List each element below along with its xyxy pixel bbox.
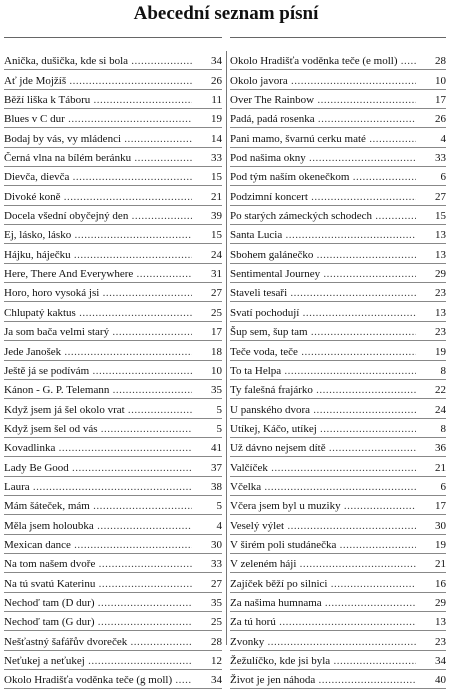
page-number: 17 [435, 500, 446, 513]
index-entry [230, 438, 446, 457]
index-entry [230, 496, 446, 515]
song-title: Hájku, háječku ..... [4, 249, 192, 262]
page-number: 34 [211, 674, 222, 687]
index-entry [230, 322, 446, 341]
page-number: 16 [435, 577, 446, 590]
index-column-right [230, 51, 446, 689]
song-title: Černá vlna na bílém beránku ..... [4, 152, 192, 165]
page-number: 37 [211, 461, 222, 474]
song-title: Laura ..... [4, 481, 192, 494]
song-title: Lady Be Good ..... [4, 462, 192, 475]
song-title: Docela všední obyčejný den ..... [4, 210, 192, 223]
song-title: Ještě já se podívám ..... [4, 365, 192, 378]
page-number: 13 [435, 616, 446, 629]
page-number: 41 [211, 442, 222, 455]
song-title: Za našima humnama ..... [230, 597, 416, 610]
index-entry [230, 283, 446, 302]
song-title: Bodaj by vás, vy mládenci ..... [4, 133, 192, 146]
song-title: Divoké koně ..... [4, 191, 192, 204]
page-number: 23 [435, 635, 446, 648]
page-number: 11 [211, 94, 222, 107]
index-entry [230, 419, 446, 438]
index-entry [4, 573, 222, 592]
page-number: 10 [435, 74, 446, 87]
page-number: 19 [211, 113, 222, 126]
song-title: Okolo Hradišťa voděnka teče (g moll) ..... [4, 674, 192, 687]
page-number: 34 [211, 55, 222, 68]
index-entry [4, 302, 222, 321]
song-title: Když jsem šel od vás ..... [4, 423, 192, 436]
song-title: Na tú svatú Katerinu ..... [4, 578, 192, 591]
index-entry [4, 554, 222, 573]
page-number: 40 [435, 674, 446, 687]
index-entry [4, 631, 222, 650]
page-number: 33 [435, 152, 446, 165]
page-number: 4 [216, 519, 222, 532]
page-number: 33 [211, 152, 222, 165]
index-entry [230, 128, 446, 147]
song-title: Santa Lucia ..... [230, 229, 416, 242]
page-number: 39 [211, 210, 222, 223]
song-title: Když jsem já šel okolo vrat ..... [4, 404, 192, 417]
song-title: Nešťastný šafářův dvoreček ..... [4, 636, 192, 649]
page-number: 27 [211, 577, 222, 590]
song-title: Sentimental Journey ..... [230, 268, 416, 281]
song-title: Měla jsem holoubka ..... [4, 520, 192, 533]
song-title: Okolo Hradišťa voděnka teče (e moll) ..... [230, 55, 416, 68]
song-title: Dievča, dievča ..... [4, 171, 192, 184]
song-title: Nechoď tam (D dur) ..... [4, 597, 192, 610]
song-title: Za tú horú ..... [230, 616, 416, 629]
song-title: Here, There And Everywhere ..... [4, 268, 192, 281]
page-number: 27 [435, 190, 446, 203]
index-entry [4, 322, 222, 341]
index-entry [230, 225, 446, 244]
page-number: 13 [435, 248, 446, 261]
index-entry [230, 186, 446, 205]
song-title: V širém poli studánečka ..... [230, 539, 416, 552]
page-number: 24 [211, 248, 222, 261]
song-title: Over The Rainbow ..... [230, 94, 416, 107]
song-title: Okolo javora ..... [230, 75, 416, 88]
index-entry [230, 361, 446, 380]
song-title: Mám šáteček, mám ..... [4, 500, 192, 513]
page-number: 19 [435, 345, 446, 358]
index-entry [4, 51, 222, 70]
index-entry [230, 554, 446, 573]
page-number: 15 [211, 171, 222, 184]
index-entry [230, 651, 446, 670]
song-title: Horo, horo vysoká jsi ..... [4, 287, 192, 300]
song-title: Pani mamo, švarnú cerku maté ..... [230, 133, 416, 146]
song-title: Veselý výlet ..... [230, 520, 416, 533]
index-entry [4, 593, 222, 612]
song-title: Život je jen náhoda ..... [230, 674, 416, 687]
index-entry [230, 535, 446, 554]
song-title: Svatí pochodují ..... [230, 307, 416, 320]
song-title: To ta Helpa ..... [230, 365, 416, 378]
song-title: U panského dvora ..... [230, 404, 416, 417]
page-number: 35 [211, 596, 222, 609]
song-title: Staveli tesaři ..... [230, 287, 416, 300]
song-title: Zvonky ..... [230, 636, 416, 649]
page-number: 15 [435, 210, 446, 223]
index-entry [230, 244, 446, 263]
index-entry [4, 148, 222, 167]
index-entry [4, 341, 222, 360]
column-divider [226, 51, 227, 645]
song-title: Už dávno nejsem dítě ..... [230, 442, 416, 455]
index-entry [4, 128, 222, 147]
page-number: 12 [211, 655, 222, 667]
song-title: Nechoď tam (G dur) ..... [4, 616, 192, 629]
song-title: Padá, padá rosenka ..... [230, 113, 416, 126]
page-number: 34 [435, 655, 446, 667]
song-title: Včelka ..... [230, 481, 416, 494]
index-entry [230, 593, 446, 612]
song-title: Blues v C dur ..... [4, 113, 192, 126]
page-number: 18 [211, 345, 222, 358]
page-number: 25 [211, 306, 222, 319]
page-number: 21 [435, 461, 446, 474]
page-number: 33 [211, 558, 222, 571]
index-entry [4, 477, 222, 496]
page-number: 38 [211, 480, 222, 493]
song-title: Na tom našem dvoře ..... [4, 558, 192, 571]
song-title: Teče voda, teče ..... [230, 346, 416, 359]
page-number: 31 [211, 268, 222, 281]
page-number: 5 [216, 422, 222, 435]
page-number: 4 [440, 132, 446, 145]
song-title: Utíkej, Káčo, utíkej ..... [230, 423, 416, 436]
song-title: V zeleném háji ..... [230, 558, 416, 571]
page-number: 13 [435, 306, 446, 319]
page-number: 29 [435, 268, 446, 281]
index-entry [230, 477, 446, 496]
index-entry [4, 612, 222, 631]
index-entry [230, 573, 446, 592]
page-number: 26 [435, 113, 446, 126]
index-entry [4, 283, 222, 302]
song-title: Ty falešná frajárko ..... [230, 384, 416, 397]
index-entry [4, 457, 222, 476]
page-number: 36 [435, 442, 446, 455]
page-number: 17 [211, 326, 222, 339]
index-entry [4, 244, 222, 263]
page-number: 8 [440, 364, 446, 377]
page-number: 5 [216, 500, 222, 513]
page-number: 23 [435, 287, 446, 300]
page-number: 5 [216, 403, 222, 416]
index-entry [4, 651, 222, 670]
song-title: Pod našima okny ..... [230, 152, 416, 165]
index-entry [4, 670, 222, 689]
index-entry [230, 206, 446, 225]
page-number: 10 [211, 364, 222, 377]
page-number: 24 [435, 403, 446, 416]
page-number: 21 [435, 558, 446, 571]
page-number: 21 [211, 190, 222, 203]
index-entry [230, 341, 446, 360]
page-number: 13 [435, 229, 446, 242]
index-entry [4, 535, 222, 554]
index-entry [4, 90, 222, 109]
song-title: Kánon - G. P. Telemann ..... [4, 384, 192, 397]
song-title: Šup sem, šup tam ..... [230, 326, 416, 339]
index-entry [230, 90, 446, 109]
page-number: 27 [211, 287, 222, 300]
index-entry [230, 264, 446, 283]
page-number: 28 [435, 55, 446, 68]
index-entry [4, 264, 222, 283]
index-entry [4, 515, 222, 534]
page-number: 15 [211, 229, 222, 242]
song-title: Zajíček běží po silnici ..... [230, 578, 416, 591]
index-entry [4, 167, 222, 186]
index-entry [230, 51, 446, 70]
page-number: 25 [211, 616, 222, 629]
index-entry [4, 438, 222, 457]
song-title: Podzimní koncert ..... [230, 191, 416, 204]
index-entry [4, 399, 222, 418]
index-entry [230, 399, 446, 418]
page-number: 6 [440, 480, 446, 493]
page-number: 29 [435, 596, 446, 609]
index-entry [230, 148, 446, 167]
index-entry [230, 457, 446, 476]
index-entry [4, 206, 222, 225]
song-title: Jede Janošek ..... [4, 346, 192, 359]
song-title: Kovadlinka ..... [4, 442, 192, 455]
index-entry [4, 380, 222, 399]
song-title: Chlupatý kaktus ..... [4, 307, 192, 320]
index-entry [4, 361, 222, 380]
song-title: Včera jsem byl u muziky ..... [230, 500, 416, 513]
index-entry [230, 380, 446, 399]
page-number: 23 [435, 326, 446, 339]
song-title: Neťukej a neťukej ..... [4, 655, 192, 668]
index-entry [230, 167, 446, 186]
page-number: 30 [211, 538, 222, 551]
index-entry [230, 109, 446, 128]
page-number: 22 [435, 384, 446, 397]
page-number: 28 [211, 635, 222, 648]
index-entry [230, 70, 446, 89]
index-entry [230, 302, 446, 321]
index-entry [230, 631, 446, 650]
song-title: Běží liška k Táboru ..... [4, 94, 192, 107]
song-title: Ja som bača velmi starý ..... [4, 326, 192, 339]
song-title: Pod tým naším okenečkom ..... [230, 171, 416, 184]
song-title: Žežulíčko, kde jsi byla ..... [230, 655, 416, 668]
song-title: Mexican dance ..... [4, 539, 192, 552]
page-number: 14 [211, 132, 222, 145]
index-entry [4, 496, 222, 515]
index-entry [4, 70, 222, 89]
index-entry [230, 612, 446, 631]
page-number: 6 [440, 171, 446, 184]
index-entry [4, 186, 222, 205]
page-number: 35 [211, 384, 222, 397]
page-title: Abecední seznam písní [133, 3, 319, 24]
song-title: Anička, dušička, kde si bola ..... [4, 55, 192, 68]
song-title: Sbohem galánečko ..... [230, 249, 416, 262]
page-number: 30 [435, 519, 446, 532]
page-number: 17 [435, 94, 446, 107]
index-entry [4, 109, 222, 128]
index-column-left [4, 51, 222, 689]
song-title: Ej, lásko, lásko ..... [4, 229, 192, 242]
page-number: 19 [435, 538, 446, 551]
index-entry [4, 225, 222, 244]
page-number: 26 [211, 74, 222, 87]
index-entry [230, 515, 446, 534]
song-title: Valčíček ..... [230, 462, 416, 475]
index-entry [4, 419, 222, 438]
song-title: Po starých zámeckých schodech ..... [230, 210, 416, 223]
song-title: Ať jde Mojžíš ..... [4, 75, 192, 88]
index-entry [230, 670, 446, 689]
page-number: 8 [440, 422, 446, 435]
